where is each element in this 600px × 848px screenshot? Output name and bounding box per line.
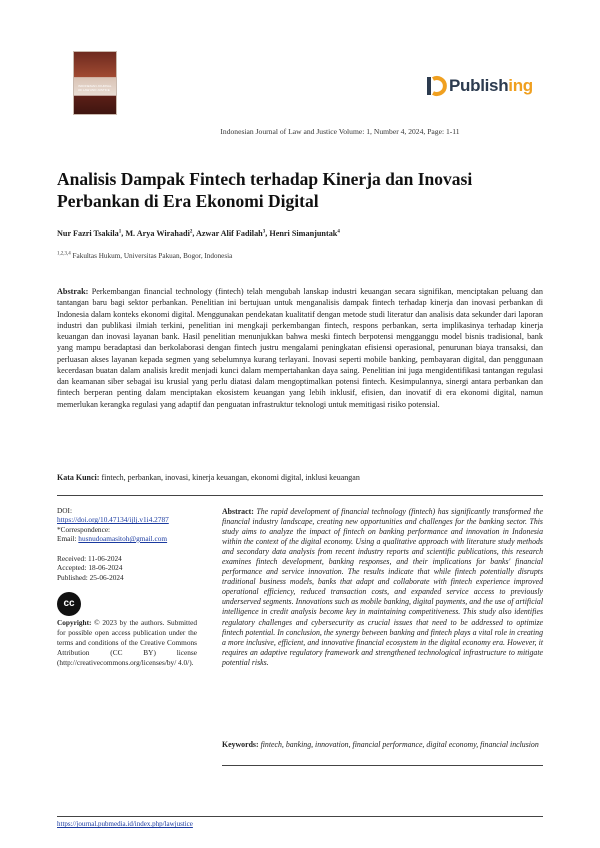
abstract-text: Perkembangan financial technology (fintech) telah mengubah lanskap industri keuangan secara signifikan, menciptakan peluang dan tantangan baru bagi sektor perbankan. Penelitian ini bertujuan untuk menganalisis dampak fintech terhadap kinerja dan inovasi perbankan di Indonesia dalam konteks ekonomi digital. Menggunakan pendekatan kualitatif dengan metode studi literatur dan analisis data sekunder dari laporan industri dan publikasi ilmiah terkini, penelitian ini mengkaji perkembangan fintech, respons perbankan, serta implikasinya terhadap kinerja keuangan dan inovasi layanan bank. Hasil penelitian menunjukkan bahwa meski fintech berpotensi mengganggu model bisnis tradisional, bank yang mampu beradaptasi dan berkolaborasi dengan fintech justru mengalami peningkatan efisiensi operasional, penurunan biaya transaksi, dan perluasan akses layanan kepada segmen yang sebelumnya kurang terlayani. Inovasi seperti mobile banking, pembayaran digital, dan penggunaan kecerdasan buatan dalam analisis kredit menjadi kunci dalam mempertahankan daya saing. Penelitian ini juga mengidentifikasi tantangan regulasi dan keamanan siber sebagai isu krusial yang perlu diatasi dalam mengoptimalkan potensi fintech. Kesimpulannya, sinergi antara perbankan dan fintech berperan penting dalam menciptakan ekosistem keuangan yang lebih inklusif, efisien, dan inovatif di era ekonomi digital, namun memerlukan kerangka regulasi yang adaptif dan penguatan infrastruktur teknologi untuk memitigasi risiko potensial. xyxy=(57,287,543,409)
author: Nur Fazri Tsakila xyxy=(57,229,119,238)
copyright-notice: Copyright: © 2023 by the authors. Submitted for possible open access publication under the terms and conditions of the Creative Commons Attribution (CC BY) license (http://creativecommons.org/licenses/by/ 4.0/). xyxy=(57,618,198,668)
publisher-logo xyxy=(425,72,533,100)
journal-url-link[interactable]: https://journal.pubmedia.id/index.php/lawjustice xyxy=(57,820,193,828)
keywords-indonesian xyxy=(57,473,543,482)
doi-link[interactable]: https://doi.org/10.47134/ijlj.v1i4.2787 xyxy=(57,515,169,525)
cover-title: INDONESIAN JOURNAL OF LAW AND JUSTICE xyxy=(78,84,112,92)
accepted-date: Accepted: 18-06-2024 xyxy=(57,563,123,573)
doi-label: DOI: xyxy=(57,506,72,515)
correspondence-label: *Correspondence: xyxy=(57,524,111,534)
received-date: Received: 11-06-2024 xyxy=(57,554,122,564)
section-divider xyxy=(222,765,543,766)
abstract-en-text: The rapid development of financial technology (fintech) has significantly transformed the financial industry landscape, creating new opportunities and challenges for the banking sector. This study aims to analyze the impact of fintech on banking performance and innovation in Indonesia within the context of the digital economy. Using a qualitative approach with literature study methods and secondary data analysis from recent industry reports and scientific publications, this research examines fintech development, banking responses, and their implications for banks' financial performance and service innovation. The results indicate that while fintech potentially disrupts traditional business models, banks that adapt and collaborate with fintech experience improved operational efficiency, reduced transaction costs, and expanded service access to previously underserved segments. Innovations such as mobile banking, digital payments, and the use of artificial intelligence in credit analysis become key in maintaining competitiveness. This study also identifies regulatory challenges and cybersecurity as crucial issues that need to be addressed to optimize fintech potential. In conclusion, the synergy between banking and fintech plays a vital role in creating a more inclusive, efficient, and innovative financial ecosystem in the digital economy era. However, it requires an adaptive regulatory framework and strengthened technological infrastructure to mitigate potential risks. xyxy=(222,507,543,667)
article-metadata xyxy=(57,506,197,668)
keywords-text: fintech, perbankan, inovasi, kinerja keuangan, ekonomi digital, inklusi keuangan xyxy=(101,473,360,482)
abstract-en-label: Abstract: xyxy=(222,507,254,516)
author: M. Arya Wirahadi xyxy=(125,229,190,238)
publisher-name: Publishing xyxy=(449,76,533,95)
keywords-english xyxy=(222,740,543,751)
published-date: Published: 25-06-2024 xyxy=(57,572,124,582)
keywords-en-label: Keywords: xyxy=(222,740,259,749)
author: Henri Simanjuntak xyxy=(269,229,338,238)
affiliation: $^{1,2,3,4}$ Fakultas Hukum, Universitas Pakuan, Bogor, Indonesia xyxy=(57,251,233,260)
journal-cover-thumbnail xyxy=(74,52,116,114)
author-list: Nur Fazri Tsakila$^1$, M. Arya Wirahadi$^2$, Azwar Alif Fadilah$^3$, Henri Simanjuntak$^4$ xyxy=(57,229,340,238)
keywords-en-text: fintech, banking, innovation, financial performance, digital economy, financial inclusion xyxy=(260,740,539,749)
journal-citation-line: Indonesian Journal of Law and Justice Volume: 1, Number 4, 2024, Page: 1-11 xyxy=(220,127,460,136)
article-title: Analisis Dampak Fintech terhadap Kinerja dan Inovasi Perbankan di Era Ekonomi Digital xyxy=(57,169,473,211)
author: Azwar Alif Fadilah xyxy=(196,229,263,238)
footer-divider xyxy=(57,816,543,817)
abstract-label: Abstrak: xyxy=(57,287,89,296)
creative-commons-icon: cc xyxy=(57,592,81,616)
keywords-label: Kata Kunci: xyxy=(57,473,100,482)
email-link[interactable]: husnudoamasitoh@gmail.com xyxy=(78,533,168,543)
section-divider xyxy=(57,495,543,496)
email-line: Email: husnudoamasitoh@gmail.com xyxy=(57,533,168,543)
abstract-indonesian xyxy=(57,286,543,410)
publishing-logo-icon xyxy=(425,75,447,97)
abstract-english xyxy=(222,507,543,668)
